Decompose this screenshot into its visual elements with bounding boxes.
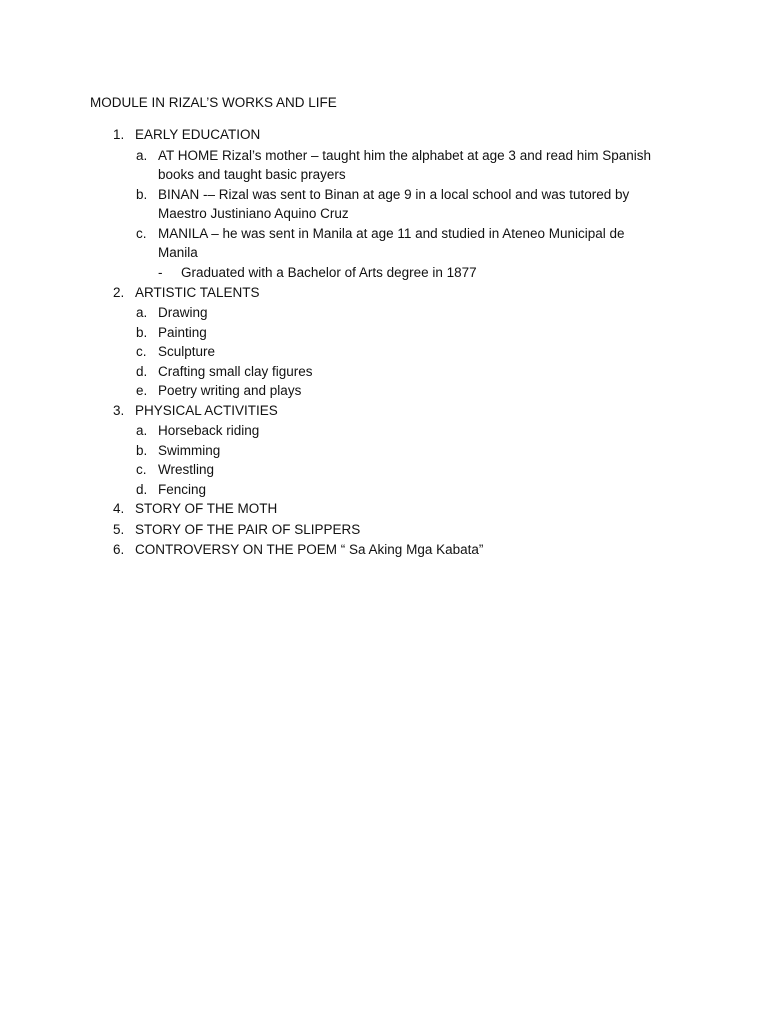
section-number: 2.	[113, 284, 125, 300]
list-item-letter: a.	[136, 423, 148, 438]
list-item-text: AT HOME Rizal’s mother – taught him the alphabet at age 3 and read him Spanish books and taught basic prayers	[158, 147, 652, 182]
list-item-letter: d.	[136, 481, 148, 497]
list-item-letter: b.	[136, 324, 148, 340]
list-item-letter: a.	[136, 305, 148, 320]
list-item-text: Horseback riding	[158, 423, 260, 438]
list-item	[0, 421, 768, 441]
document-title: MODULE IN RIZAL’S WORKS AND LIFE	[90, 95, 337, 110]
dash-marker: -	[158, 264, 163, 280]
section-heading: EARLY EDUCATION	[135, 127, 261, 142]
list-item-text: Painting	[158, 324, 207, 340]
list-item-text: Swimming	[158, 442, 221, 458]
section-item	[0, 125, 768, 146]
list-item-text: Crafting small clay figures	[158, 363, 313, 379]
list-item-letter: c.	[136, 462, 147, 477]
list-item-letter: c.	[136, 225, 147, 241]
section-item	[0, 401, 768, 422]
section-number: 3.	[113, 402, 125, 418]
list-item	[0, 146, 768, 185]
list-item-text: Poetry writing and plays	[158, 383, 302, 398]
outline-list	[0, 125, 768, 561]
list-item-letter: b.	[136, 442, 148, 458]
list-item-letter: a.	[136, 147, 148, 163]
list-item-letter: b.	[136, 186, 148, 202]
section-number: 5.	[113, 521, 125, 537]
list-item	[0, 460, 768, 480]
list-item-text: Drawing	[158, 305, 208, 320]
list-item-text: Wrestling	[158, 462, 215, 477]
section-item	[0, 499, 768, 520]
dash-item-text: Graduated with a Bachelor of Arts degree in 1877	[181, 264, 477, 280]
dash-list-item	[0, 263, 768, 283]
list-item-letter: c.	[136, 344, 147, 359]
list-item-letter: d.	[136, 363, 148, 379]
list-item	[0, 441, 768, 461]
list-item	[0, 362, 768, 382]
section-heading: ARTISTIC TALENTS	[135, 284, 260, 300]
list-item	[0, 303, 768, 323]
section-item	[0, 540, 768, 561]
list-item	[0, 185, 768, 224]
list-item	[0, 323, 768, 343]
section-heading: STORY OF THE MOTH	[135, 501, 278, 516]
list-item	[0, 480, 768, 500]
list-item	[0, 342, 768, 362]
list-item-text: Fencing	[158, 481, 207, 497]
section-number: 1.	[113, 127, 125, 142]
list-item-text: Sculpture	[158, 344, 216, 359]
section-item	[0, 283, 768, 304]
section-heading: STORY OF THE PAIR OF SLIPPERS	[135, 521, 361, 537]
section-heading: CONTROVERSY ON THE POEM “ Sa Aking Mga Kabata”	[135, 542, 484, 557]
list-item-text: MANILA – he was sent in Manila at age 11 and studied in Ateneo Municipal de Manila	[158, 225, 625, 260]
list-item	[0, 224, 768, 263]
list-item	[0, 381, 768, 401]
list-item-text: BINAN -– Rizal was sent to Binan at age 9 in a local school and was tutored by Maestro Justiniano Aquino Cruz	[158, 186, 630, 221]
section-item	[0, 520, 768, 541]
list-item-letter: e.	[136, 383, 148, 398]
section-heading: PHYSICAL ACTIVITIES	[135, 402, 278, 418]
section-number: 6.	[113, 542, 125, 557]
section-number: 4.	[113, 501, 125, 516]
